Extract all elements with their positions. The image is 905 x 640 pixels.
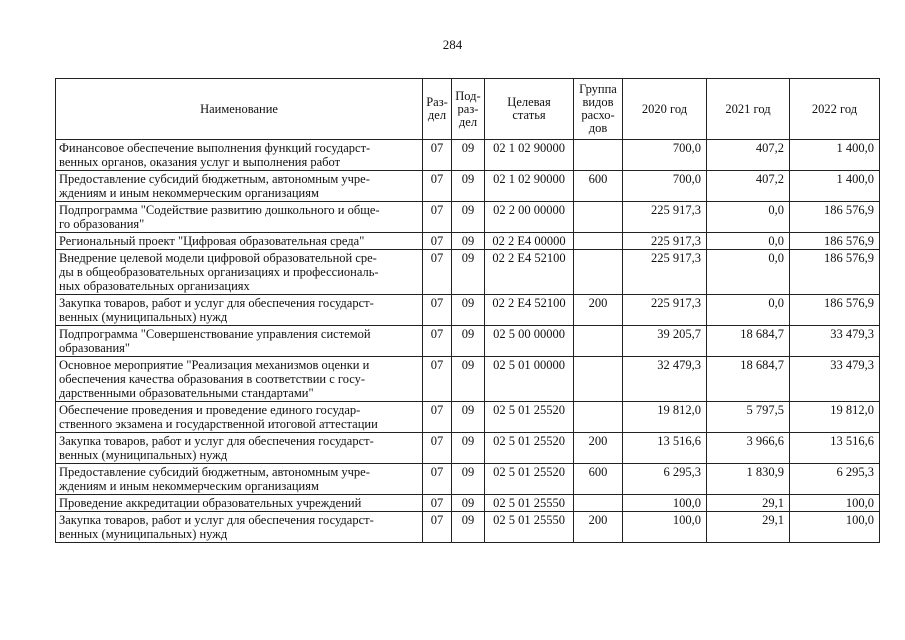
cell-target-article: 02 5 01 25520 <box>485 464 574 495</box>
header-subsection <box>452 79 485 140</box>
cell-amount-2021: 0,0 <box>707 202 790 233</box>
cell-name: Проведение аккредитации образовательных учреждений <box>56 495 423 512</box>
cell-amount-2022: 1 400,0 <box>790 171 880 202</box>
cell-amount-2020: 19 812,0 <box>623 402 707 433</box>
cell-subsection: 09 <box>452 202 485 233</box>
cell-amount-2022: 1 400,0 <box>790 140 880 171</box>
cell-name: Закупка товаров, работ и услуг для обеспечения государст- венных (муниципальных) нужд <box>56 295 423 326</box>
cell-expense-group <box>574 250 623 295</box>
cell-amount-2020: 225 917,3 <box>623 202 707 233</box>
cell-target-article: 02 1 02 90000 <box>485 171 574 202</box>
cell-name: Основное мероприятие "Реализация механизмов оценки и обеспечения качества образования в соответствии с госу- дарственными образовательными стандартами" <box>56 357 423 402</box>
table-body <box>56 140 880 543</box>
cell-subsection: 09 <box>452 250 485 295</box>
header-expense-group <box>574 79 623 140</box>
cell-subsection: 09 <box>452 357 485 402</box>
cell-amount-2020: 100,0 <box>623 495 707 512</box>
cell-subsection: 09 <box>452 402 485 433</box>
cell-expense-group <box>574 357 623 402</box>
cell-section: 07 <box>423 357 452 402</box>
cell-amount-2021: 18 684,7 <box>707 357 790 402</box>
cell-name: Обеспечение проведения и проведение единого государ- ственного экзамена и государственной итоговой аттестации <box>56 402 423 433</box>
cell-amount-2020: 100,0 <box>623 512 707 543</box>
table-row <box>56 250 880 295</box>
cell-name: Подпрограмма "Содействие развитию дошкольного и обще- го образования" <box>56 202 423 233</box>
cell-expense-group: 200 <box>574 512 623 543</box>
cell-amount-2021: 0,0 <box>707 233 790 250</box>
budget-table <box>55 78 880 543</box>
cell-amount-2022: 19 812,0 <box>790 402 880 433</box>
cell-expense-group: 200 <box>574 433 623 464</box>
cell-amount-2020: 6 295,3 <box>623 464 707 495</box>
cell-expense-group <box>574 202 623 233</box>
cell-name: Региональный проект "Цифровая образовательная среда" <box>56 233 423 250</box>
table-row <box>56 495 880 512</box>
cell-amount-2022: 186 576,9 <box>790 202 880 233</box>
cell-section: 07 <box>423 171 452 202</box>
table-row <box>56 233 880 250</box>
cell-section: 07 <box>423 464 452 495</box>
cell-amount-2021: 5 797,5 <box>707 402 790 433</box>
cell-amount-2020: 225 917,3 <box>623 295 707 326</box>
cell-expense-group: 600 <box>574 464 623 495</box>
header-name: Наименование <box>56 79 423 140</box>
cell-subsection: 09 <box>452 233 485 250</box>
header-section-label: Раз- дел <box>426 95 448 122</box>
cell-section: 07 <box>423 433 452 464</box>
cell-amount-2021: 18 684,7 <box>707 326 790 357</box>
cell-target-article: 02 2 E4 00000 <box>485 233 574 250</box>
cell-subsection: 09 <box>452 464 485 495</box>
page-number: 284 <box>442 37 463 52</box>
cell-target-article: 02 5 00 00000 <box>485 326 574 357</box>
table-row <box>56 357 880 402</box>
cell-amount-2021: 1 830,9 <box>707 464 790 495</box>
header-year-2022: 2022 год <box>790 79 880 140</box>
cell-amount-2021: 0,0 <box>707 295 790 326</box>
cell-name: Предоставление субсидий бюджетным, автономным учре- ждениям и иным некоммерческим организациям <box>56 464 423 495</box>
header-target-article <box>485 79 574 140</box>
cell-target-article: 02 5 01 25520 <box>485 433 574 464</box>
header-subsection-label: Под- раз- дел <box>455 88 481 129</box>
cell-name: Закупка товаров, работ и услуг для обеспечения государст- венных (муниципальных) нужд <box>56 512 423 543</box>
cell-amount-2021: 407,2 <box>707 140 790 171</box>
cell-name: Закупка товаров, работ и услуг для обеспечения государст- венных (муниципальных) нужд <box>56 433 423 464</box>
cell-amount-2022: 186 576,9 <box>790 295 880 326</box>
cell-amount-2022: 100,0 <box>790 512 880 543</box>
cell-amount-2020: 700,0 <box>623 140 707 171</box>
table-row <box>56 464 880 495</box>
header-expense-group-label: Группа видов расхо- дов <box>579 82 617 135</box>
cell-section: 07 <box>423 202 452 233</box>
table-row <box>56 171 880 202</box>
cell-target-article: 02 2 00 00000 <box>485 202 574 233</box>
header-year-2021: 2021 год <box>707 79 790 140</box>
cell-target-article: 02 5 01 25550 <box>485 512 574 543</box>
cell-amount-2021: 3 966,6 <box>707 433 790 464</box>
cell-subsection: 09 <box>452 171 485 202</box>
cell-amount-2021: 29,1 <box>707 512 790 543</box>
table-row <box>56 202 880 233</box>
header-target-article-label: Целевая статья <box>507 95 551 122</box>
cell-subsection: 09 <box>452 433 485 464</box>
cell-target-article: 02 1 02 90000 <box>485 140 574 171</box>
cell-amount-2020: 225 917,3 <box>623 250 707 295</box>
cell-expense-group <box>574 495 623 512</box>
cell-name: Внедрение целевой модели цифровой образовательной сре- ды в общеобразовательных организациях и профессиональ- ных образовательных организациях <box>56 250 423 295</box>
cell-target-article: 02 2 E4 52100 <box>485 250 574 295</box>
cell-section: 07 <box>423 295 452 326</box>
cell-amount-2022: 13 516,6 <box>790 433 880 464</box>
cell-amount-2020: 13 516,6 <box>623 433 707 464</box>
cell-name: Предоставление субсидий бюджетным, автономным учре- ждениям и иным некоммерческим организациям <box>56 171 423 202</box>
cell-amount-2022: 186 576,9 <box>790 250 880 295</box>
cell-subsection: 09 <box>452 140 485 171</box>
header-section <box>423 79 452 140</box>
table-row <box>56 326 880 357</box>
cell-target-article: 02 5 01 00000 <box>485 357 574 402</box>
cell-section: 07 <box>423 250 452 295</box>
cell-name: Финансовое обеспечение выполнения функций государст- венных органов, оказания услуг и выполнения работ <box>56 140 423 171</box>
cell-section: 07 <box>423 512 452 543</box>
cell-section: 07 <box>423 326 452 357</box>
cell-subsection: 09 <box>452 495 485 512</box>
cell-name: Подпрограмма "Совершенствование управления системой образования" <box>56 326 423 357</box>
cell-section: 07 <box>423 140 452 171</box>
cell-section: 07 <box>423 233 452 250</box>
cell-subsection: 09 <box>452 512 485 543</box>
cell-subsection: 09 <box>452 326 485 357</box>
cell-expense-group <box>574 140 623 171</box>
cell-amount-2021: 29,1 <box>707 495 790 512</box>
cell-section: 07 <box>423 495 452 512</box>
cell-amount-2022: 6 295,3 <box>790 464 880 495</box>
table-row <box>56 433 880 464</box>
table-row <box>56 512 880 543</box>
cell-amount-2020: 225 917,3 <box>623 233 707 250</box>
table-row <box>56 402 880 433</box>
cell-amount-2022: 186 576,9 <box>790 233 880 250</box>
cell-amount-2021: 0,0 <box>707 250 790 295</box>
cell-amount-2020: 32 479,3 <box>623 357 707 402</box>
cell-amount-2022: 100,0 <box>790 495 880 512</box>
cell-subsection: 09 <box>452 295 485 326</box>
cell-expense-group <box>574 402 623 433</box>
cell-amount-2022: 33 479,3 <box>790 357 880 402</box>
table-row <box>56 295 880 326</box>
table-row <box>56 140 880 171</box>
cell-expense-group: 600 <box>574 171 623 202</box>
cell-expense-group: 200 <box>574 295 623 326</box>
cell-amount-2020: 39 205,7 <box>623 326 707 357</box>
header-year-2020: 2020 год <box>623 79 707 140</box>
header-row <box>56 79 880 140</box>
cell-target-article: 02 2 E4 52100 <box>485 295 574 326</box>
cell-amount-2021: 407,2 <box>707 171 790 202</box>
cell-target-article: 02 5 01 25550 <box>485 495 574 512</box>
cell-expense-group <box>574 233 623 250</box>
cell-section: 07 <box>423 402 452 433</box>
cell-amount-2020: 700,0 <box>623 171 707 202</box>
cell-expense-group <box>574 326 623 357</box>
cell-target-article: 02 5 01 25520 <box>485 402 574 433</box>
cell-amount-2022: 33 479,3 <box>790 326 880 357</box>
